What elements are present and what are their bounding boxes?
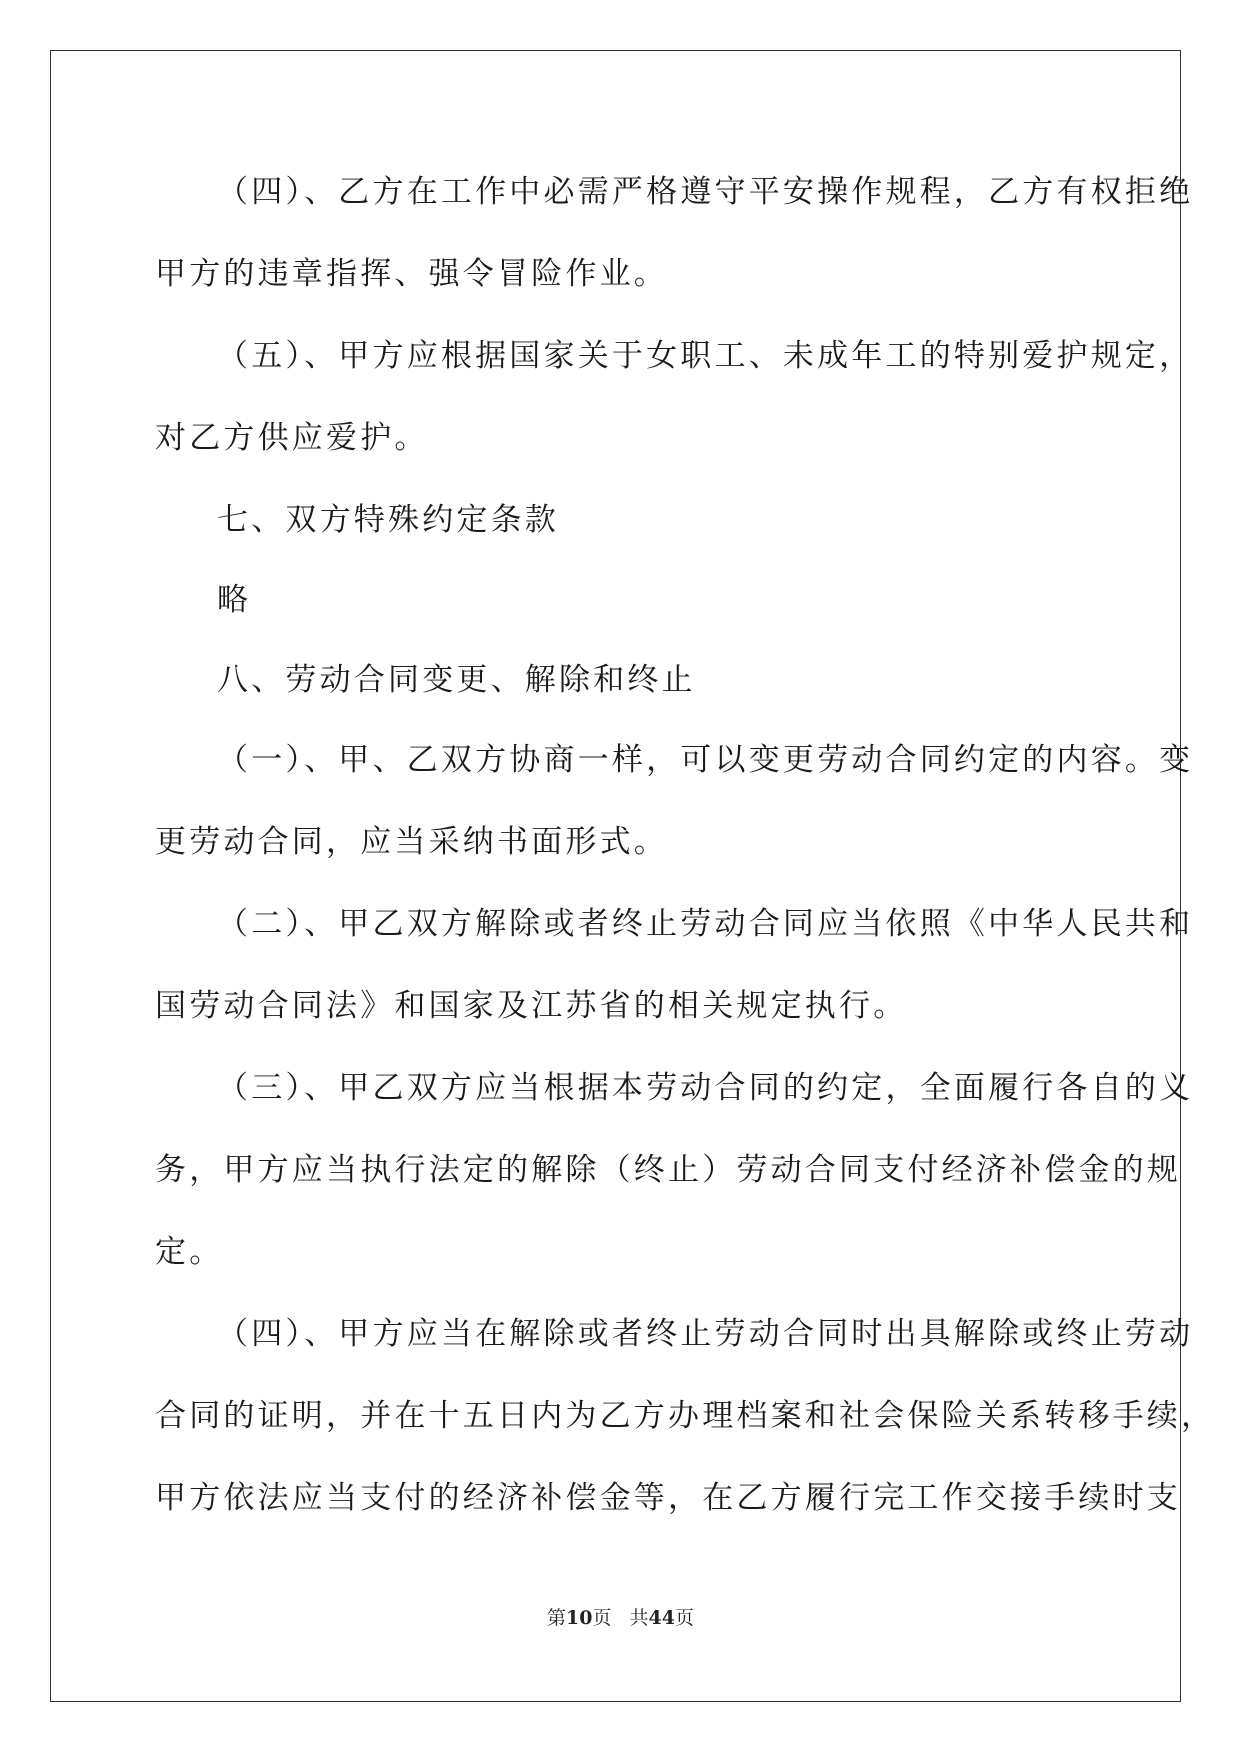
paragraph-line: （二）、甲乙双方解除或者终止劳动合同应当依照《中华人民共和 <box>217 906 1194 942</box>
paragraph-line: 甲方的违章指挥、强令冒险作业。 <box>155 256 668 292</box>
page-label-suffix: 页 <box>592 1607 612 1629</box>
paragraph-line: （四）、甲方应当在解除或者终止劳动合同时出具解除或终止劳动 <box>217 1316 1194 1352</box>
paragraph-line: 更劳动合同，应当采纳书面形式。 <box>155 824 668 860</box>
section-heading: 七、双方特殊约定条款 <box>217 502 559 538</box>
page-number: 10 <box>566 1607 593 1629</box>
paragraph-line: （五）、甲方应根据国家关于女职工、未成年工的特别爱护规定， <box>217 338 1194 374</box>
paragraph-line: 甲方依法应当支付的经济补偿金等，在乙方履行完工作交接手续时支 <box>155 1480 1181 1516</box>
paragraph-line: 对乙方供应爱护。 <box>155 420 429 456</box>
paragraph-line: 国劳动合同法》和国家及江苏省的相关规定执行。 <box>155 988 908 1024</box>
paragraph-line: （一）、甲、乙双方协商一样，可以变更劳动合同约定的内容。变 <box>217 742 1194 778</box>
page-border <box>50 50 1181 1702</box>
page-footer <box>0 1606 1241 1630</box>
paragraph-line: （四）、乙方在工作中必需严格遵守平安操作规程，乙方有权拒绝 <box>217 174 1194 210</box>
paragraph-line: 务，甲方应当执行法定的解除（终止）劳动合同支付经济补偿金的规 <box>155 1152 1181 1188</box>
section-heading: 八、劳动合同变更、解除和终止 <box>217 662 696 698</box>
total-label-prefix: 共 <box>629 1607 649 1629</box>
page-label-prefix: 第 <box>547 1607 567 1629</box>
paragraph-line: （三）、甲乙双方应当根据本劳动合同的约定，全面履行各自的义 <box>217 1070 1194 1106</box>
total-pages: 44 <box>648 1607 675 1629</box>
paragraph-line: 略 <box>217 582 252 618</box>
paragraph-line: 定。 <box>155 1234 224 1270</box>
paragraph-line: 合同的证明，并在十五日内为乙方办理档案和社会保险关系转移手续， <box>155 1398 1216 1434</box>
total-label-suffix: 页 <box>674 1607 694 1629</box>
